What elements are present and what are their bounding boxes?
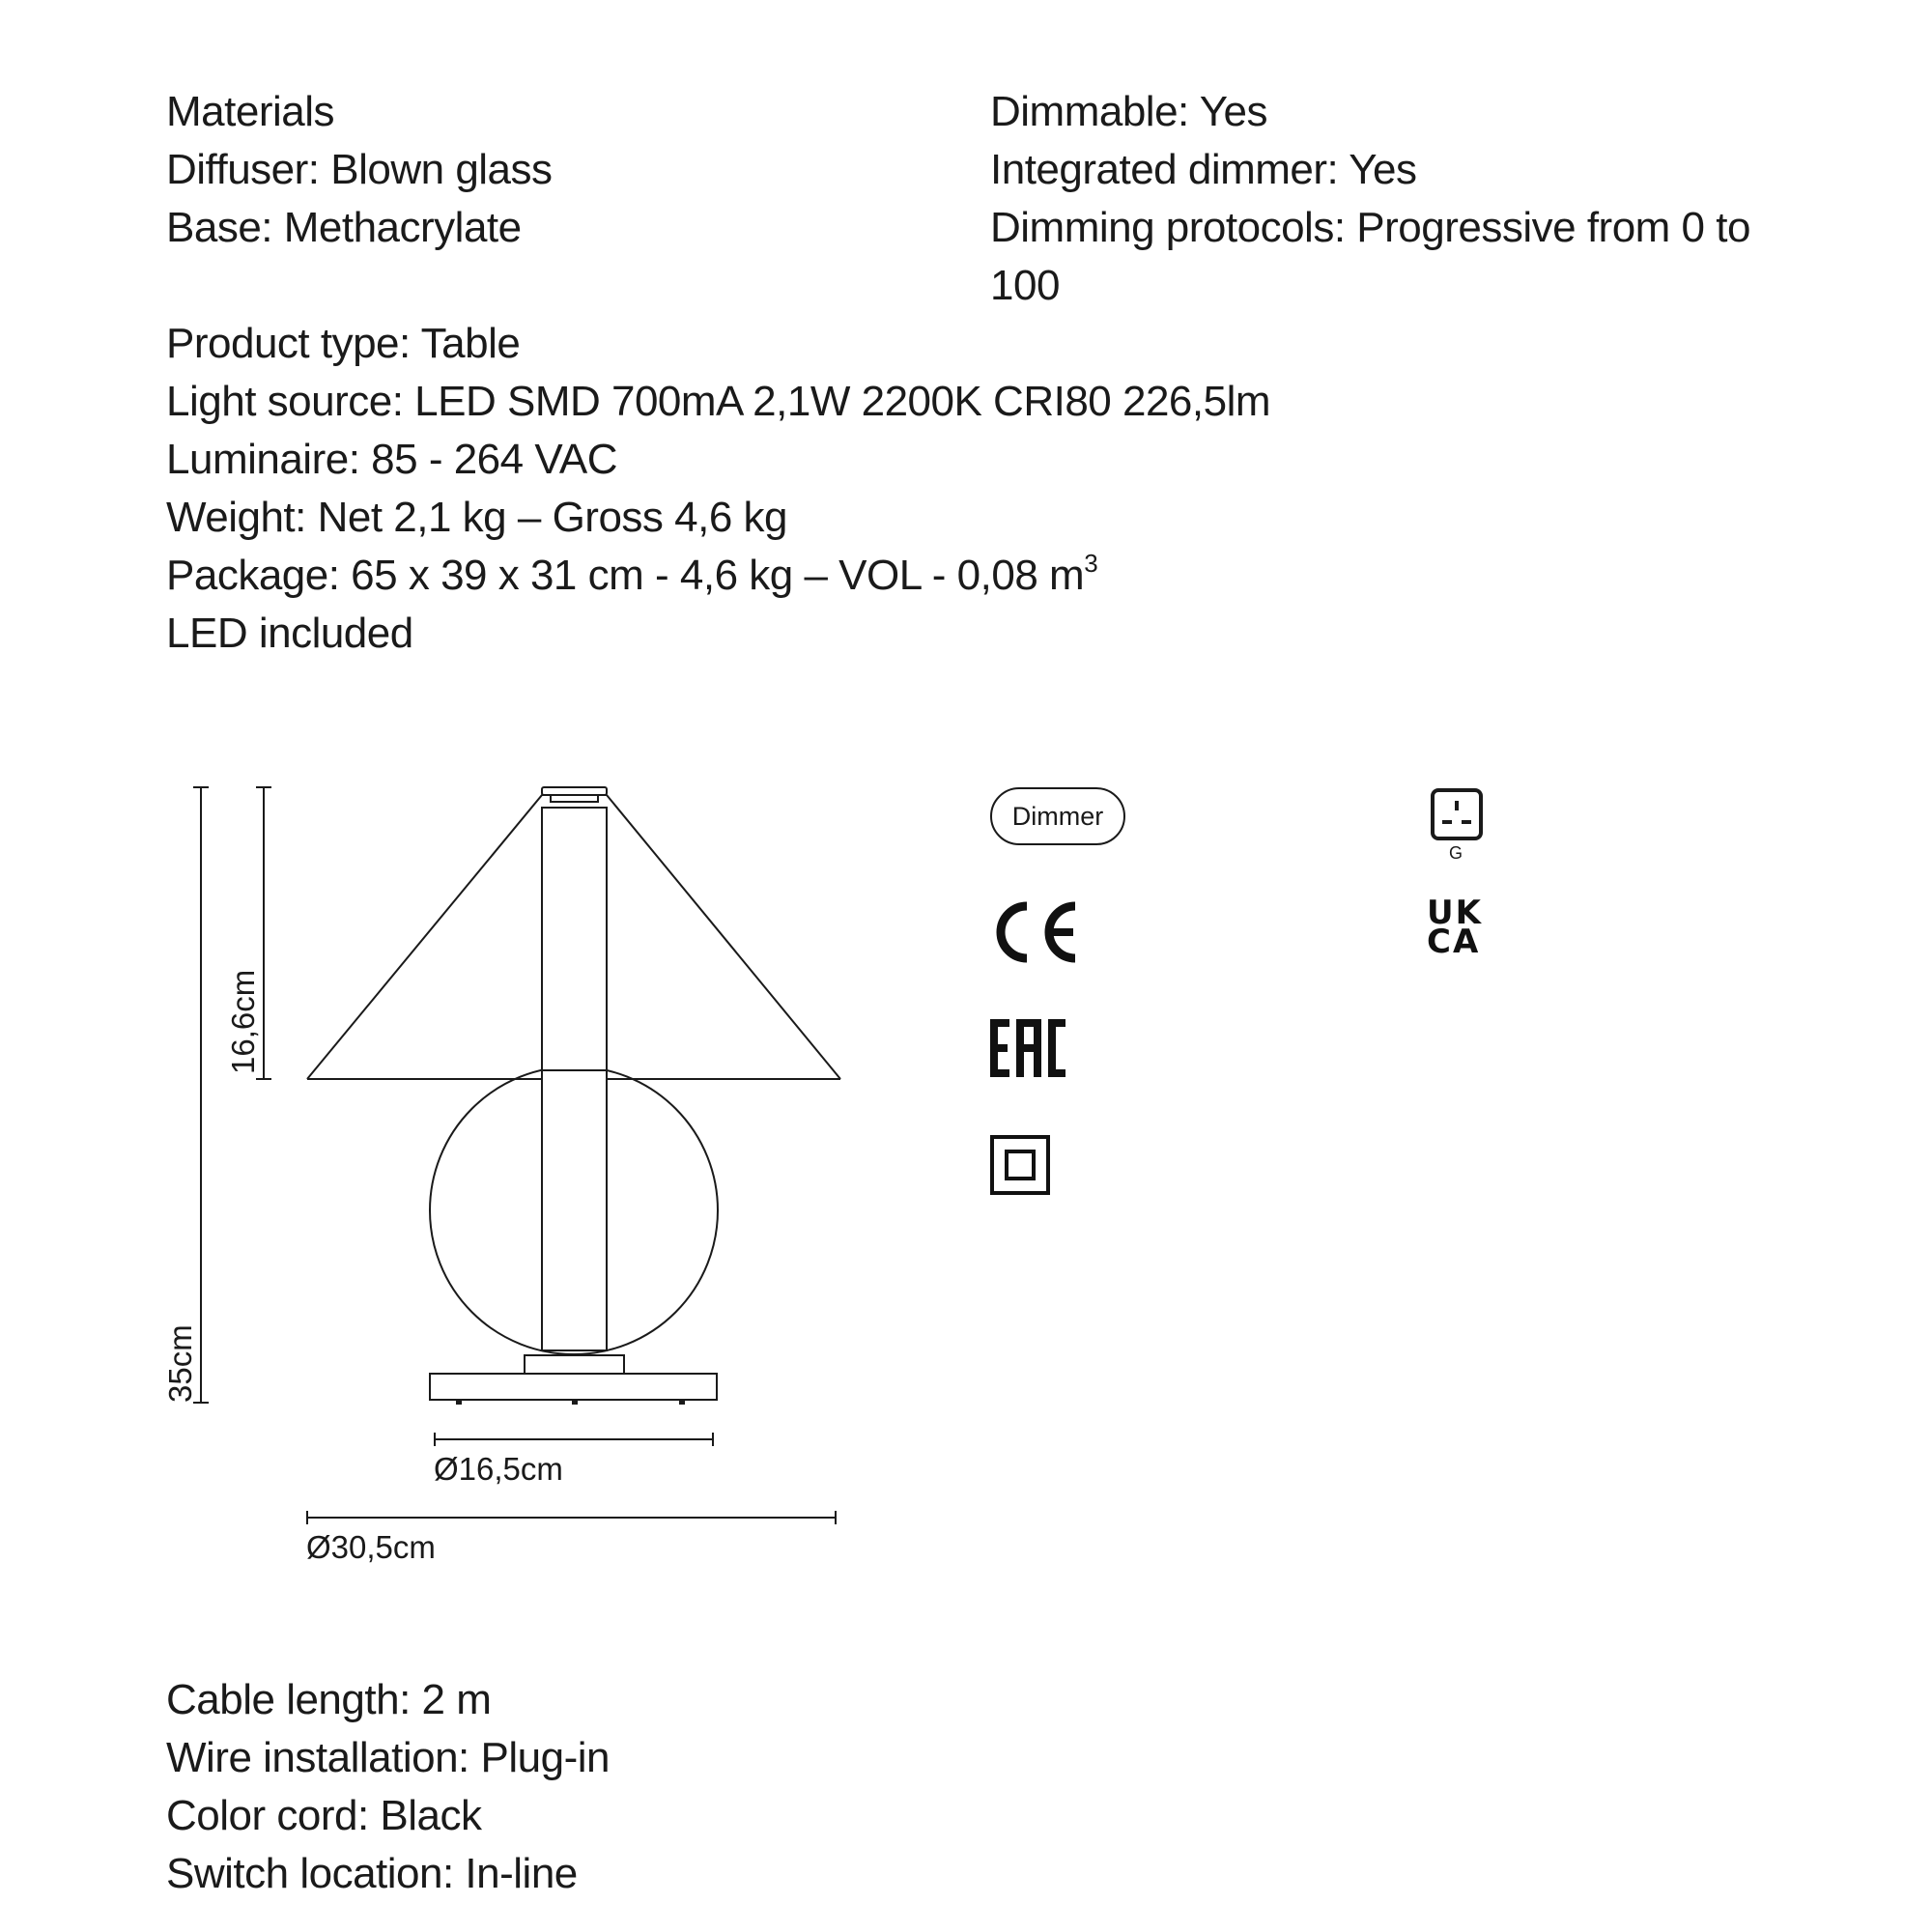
led-spec: LED included [166,610,413,657]
ce-mark-icon [990,898,1087,971]
materials-heading: Materials [166,88,334,135]
class-ii-insulation-icon [990,1135,1050,1200]
eac-mark-icon [990,1019,1067,1082]
package-superscript: 3 [1084,549,1098,578]
height-total-label: 35cm [162,1324,198,1403]
ukca-line2: CA [1427,923,1481,961]
dimmable-spec: Dimmable: Yes [990,88,1267,135]
ukca-line1: UK [1427,894,1483,932]
cable-length-spec: Cable length: 2 m [166,1676,492,1723]
height-shade-label: 16,6cm [225,969,261,1074]
lamp-technical-drawing [0,0,966,1642]
weight-spec: Weight: Net 2,1 kg – Gross 4,6 kg [166,494,788,541]
lamp-base-connector [525,1355,624,1374]
lamp-base-plate [430,1374,717,1400]
diameter-base-label: Ø16,5cm [434,1451,563,1487]
base-spec: Base: Methacrylate [166,204,522,251]
product-type-spec: Product type: Table [166,320,521,367]
plug-type-label: G [1449,843,1463,863]
package-text: Package: 65 x 39 x 31 cm - 4,6 kg – VOL - 0,08 m [166,552,1085,599]
plug-type-g-icon [1430,787,1488,865]
dimmer-badge: Dimmer [990,787,1125,845]
luminaire-spec: Luminaire: 85 - 264 VAC [166,436,618,483]
color-cord-spec: Color cord: Black [166,1792,482,1839]
light-source-spec: Light source: LED SMD 700mA 2,1W 2200K CRI80 226,5lm [166,378,1271,425]
wire-installation-spec: Wire installation: Plug-in [166,1734,610,1781]
diameter-shade-label: Ø30,5cm [306,1529,436,1565]
specs-right-column [990,83,1782,315]
switch-location-spec: Switch location: In-line [166,1850,578,1897]
specs-bottom-column [166,1671,610,1903]
dimming-protocols-spec: Dimming protocols: Progressive from 0 to 100 [990,204,1750,309]
integrated-dimmer-spec: Integrated dimmer: Yes [990,146,1417,193]
lamp-top-cap [542,787,607,795]
diffuser-spec: Diffuser: Blown glass [166,146,553,193]
ukca-mark-icon [1427,894,1483,961]
lamp-stem [542,808,607,1350]
